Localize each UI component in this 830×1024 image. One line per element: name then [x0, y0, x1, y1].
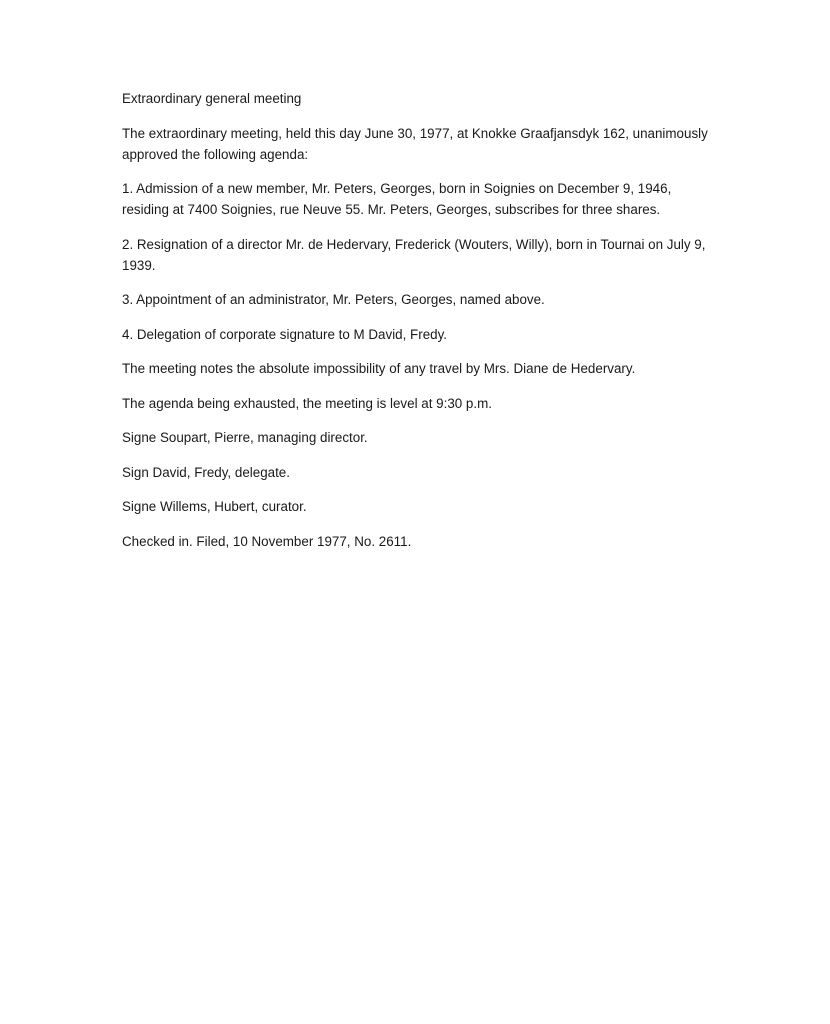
signature-willems: Signe Willems, Hubert, curator.	[122, 499, 307, 514]
travel-note: The meeting notes the absolute impossibility of any travel by Mrs. Diane de Hedervary.	[122, 361, 636, 376]
agenda-item-3: 3. Appointment of an administrator, Mr. Peters, Georges, named above.	[122, 292, 545, 307]
signature-soupart: Signe Soupart, Pierre, managing director.	[122, 430, 368, 445]
document-body	[122, 88, 712, 565]
filing-note: Checked in. Filed, 10 November 1977, No. 2611.	[122, 533, 412, 549]
agenda-item-4: 4. Delegation of corporate signature to M David, Fredy.	[122, 326, 448, 342]
intro-paragraph: The extraordinary meeting, held this day June 30, 1977, at Knokke Graafjansdyk 162, unanimously approved the following agenda:	[122, 125, 708, 162]
signature-david: Sign David, Fredy, delegate.	[122, 464, 290, 480]
document-title: Extraordinary general meeting	[122, 91, 302, 106]
agenda-item-1: 1. Admission of a new member, Mr. Peters, Georges, born in Soignies on December 9, 1946, residing at 7400 Soignies, rue Neuve 55. Mr. Peters, Georges, subscribes for three shares.	[122, 181, 672, 217]
closing-note: The agenda being exhausted, the meeting is level at 9:30 p.m.	[122, 395, 492, 411]
agenda-item-2: 2. Resignation of a director Mr. de Hedervary, Frederick (Wouters, Willy), born in Tournai on July 9, 1939.	[122, 236, 706, 273]
